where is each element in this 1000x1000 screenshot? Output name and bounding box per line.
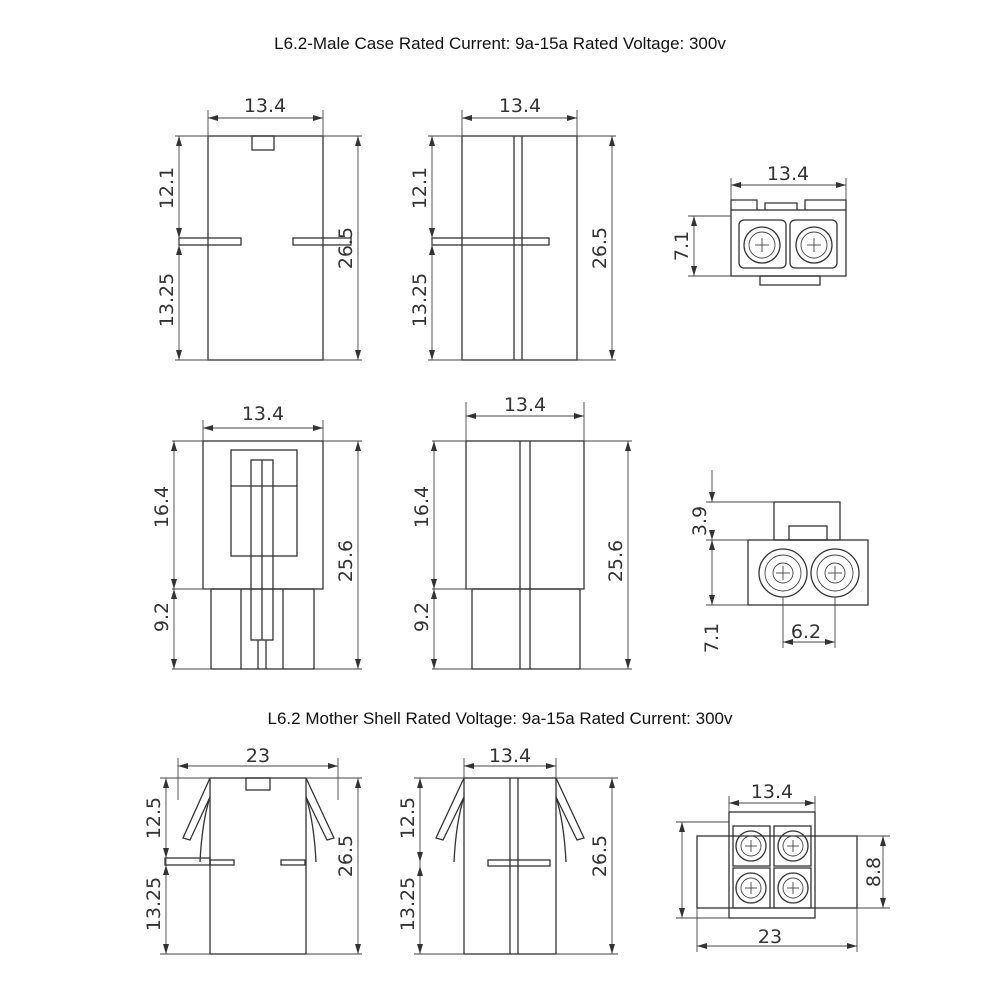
title-mother-shell: L6.2 Mother Shell Rated Voltage: 9a-15a Rated Current: 300v [267,709,733,728]
dim-upper-height: 16.4 [151,485,173,529]
dim-total-height: 26.5 [335,834,357,878]
male-front-view [156,95,362,360]
dim-height: 7.1 [671,230,693,262]
dim-width: 13.4 [766,163,810,185]
dim-width: 23 [245,745,271,767]
dim-upper-height: 12.5 [397,796,419,840]
dim-total-height: 25.6 [605,539,627,583]
dim-lower-height: 13.25 [409,272,431,328]
male-latch-side-view [411,394,632,669]
dim-pin-pitch: 6.2 [790,621,822,643]
male-side-view [409,95,616,360]
dim-upper-height: 12.1 [156,166,178,210]
male-latch-end-view [689,470,868,653]
dim-body-height: 8.8 [863,856,885,888]
dim-width: 13.4 [243,95,287,117]
dim-total-height: 26.5 [335,226,357,270]
dim-upper-height: 16.4 [411,485,433,529]
dim-width: 13.4 [241,403,285,425]
dim-width: 13.4 [488,745,532,767]
mother-front-view [143,745,362,954]
dim-upper-height: 12.5 [143,796,165,840]
dim-width: 13.4 [503,394,547,416]
title-male-case: L6.2-Male Case Rated Current: 9a-15a Rated Voltage: 300v [274,34,726,53]
dim-lower-height: 9.2 [411,601,433,633]
dim-lower-height: 9.2 [151,601,173,633]
mother-side-view [397,745,618,954]
male-latch-front-view [151,403,362,669]
mother-end-view [676,781,890,952]
male-end-view [671,163,846,285]
dim-body-height: 7.1 [701,622,723,654]
dim-width: 13.4 [750,781,794,803]
dim-lower-height: 13.25 [143,876,165,932]
dim-lower-height: 13.25 [397,876,419,932]
dim-total-height: 26.5 [589,834,611,878]
dim-total-width: 23 [757,926,783,948]
dim-total-height: 26.5 [589,226,611,270]
dim-total-height: 25.6 [335,539,357,583]
dim-width: 13.4 [498,95,542,117]
dim-lower-height: 13.25 [156,272,178,328]
dim-top-height: 3.9 [689,505,711,537]
dim-upper-height: 12.1 [409,166,431,210]
